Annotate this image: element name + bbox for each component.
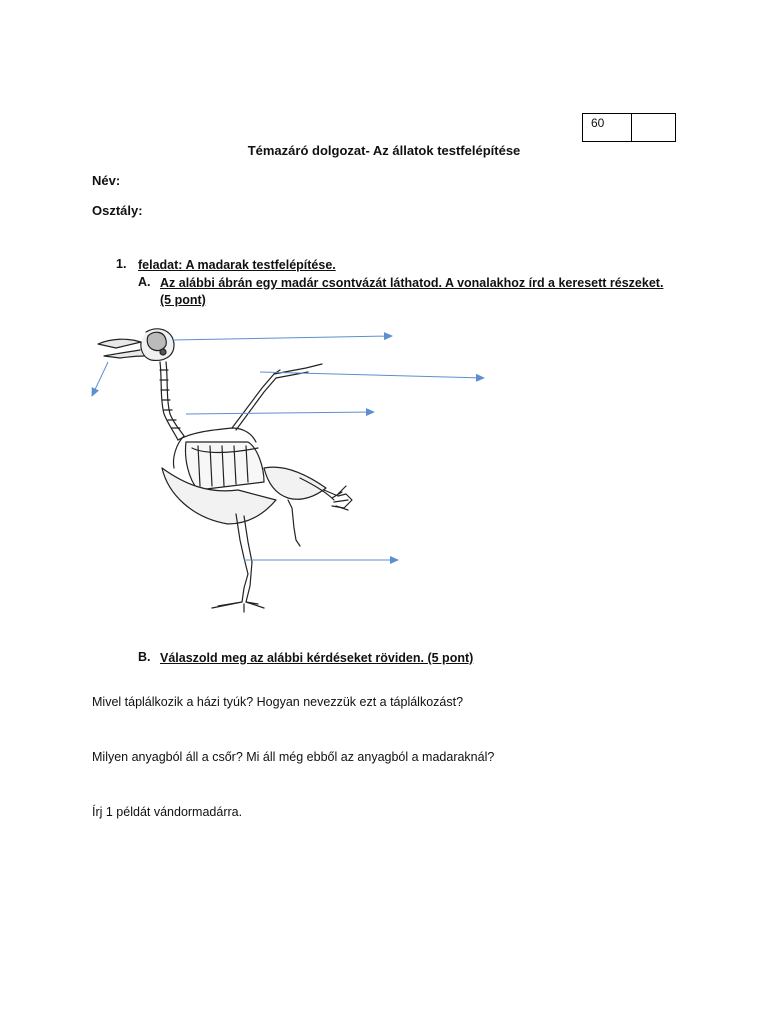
task1-heading: feladat: A madarak testfelépítése. [138,258,336,272]
score-blank-cell [632,114,675,141]
score-value: 60 [583,114,632,141]
arrow-beak [92,362,108,396]
partA-line2: (5 pont) [160,293,206,307]
arrow-shoulder [186,412,374,414]
bird-skeleton-diagram [88,318,498,618]
partA-line1: Az alábbi ábrán egy madár csontvázát láthatod. A vonalakhoz írd a keresett részeket. [160,276,664,290]
arrow-skull [172,336,392,340]
bird-skeleton-drawing [98,329,352,612]
partB-letter: B. [138,650,151,664]
partA-letter: A. [138,275,151,289]
class-label: Osztály: [92,203,143,218]
question-2: Milyen anyagból áll a csőr? Mi áll még ebből az anyagból a madaraknál? [92,750,495,764]
score-box [582,113,676,142]
question-3: Írj 1 példát vándormadárra. [92,805,243,819]
page-title: Témazáró dolgozat- Az állatok testfelépítése [247,143,521,158]
label-arrows [92,336,484,560]
partB-text: Válaszold meg az alábbi kérdéseket röviden. (5 pont) [160,651,474,665]
name-label: Név: [92,173,121,188]
question-1: Mivel táplálkozik a házi tyúk? Hogyan nevezzük ezt a táplálkozást? [92,695,464,709]
task1-number: 1. [116,257,127,271]
